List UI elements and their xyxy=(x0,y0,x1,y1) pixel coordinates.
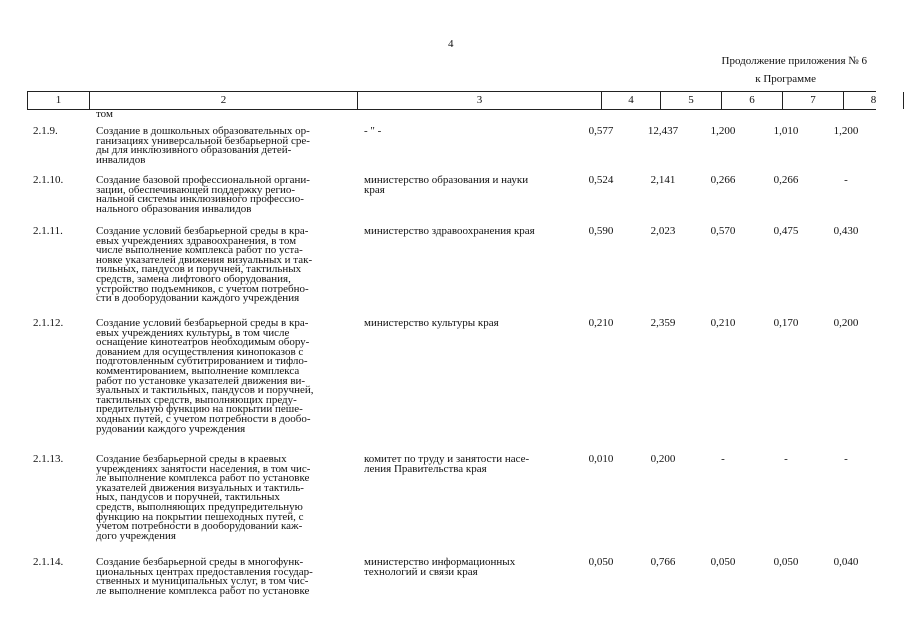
row-number: 2.1.11. xyxy=(33,225,63,237)
value-col-5: 2,023 xyxy=(650,225,676,237)
value-col-7: 1,010 xyxy=(773,125,799,137)
measure-name-line: учетом потребности в дооборудовании каж- xyxy=(96,520,303,533)
value-col-5: 0,766 xyxy=(650,556,676,568)
executor xyxy=(364,319,574,329)
measure-name-line: предительную функцию на покрытии пеше- xyxy=(96,403,303,416)
value-col-8: - xyxy=(844,453,848,465)
row-number: 2.1.13. xyxy=(33,453,64,465)
measure-name xyxy=(96,127,354,165)
measure-name-line: устройство подъемников, с учетом потребно- xyxy=(96,282,309,295)
measure-name-line: комментированием, выполнение комплекса xyxy=(96,364,300,377)
measure-name-line: учреждениях занятости населения, в том чис- xyxy=(96,462,311,475)
measure-name-line: оснащение кинотеатров необходимым обору- xyxy=(96,336,310,349)
executor-line: технологий и связи края xyxy=(364,565,478,578)
header-col-2: 2 xyxy=(89,92,357,109)
executor-line: края xyxy=(364,183,385,196)
measure-name-line: дованием для осуществления кинопоказов с xyxy=(96,345,304,358)
value-col-4: 0,524 xyxy=(588,174,614,186)
value-col-7: 0,266 xyxy=(773,174,799,186)
measure-name-line: средств, выполняющих предупредительную xyxy=(96,500,303,513)
measure-name-line: ных, пандусов и поручней, тактильных xyxy=(96,491,280,504)
header-col-4: 4 xyxy=(601,92,660,109)
measure-name-line: ственных и муниципальных услуг, в том чис- xyxy=(96,575,309,588)
executor-line: ления Правительства края xyxy=(364,462,487,475)
measure-name-line: зуальных и тактильных, пандусов и поручней, xyxy=(96,384,314,397)
row-number: 2.1.12. xyxy=(33,317,64,329)
executor-line: министерство здравоохранения края xyxy=(364,225,535,237)
value-col-5: 2,359 xyxy=(650,317,676,329)
carry-over-text: том xyxy=(96,108,113,120)
executor xyxy=(364,455,574,474)
measure-name-line: ле выполнение комплекса работ по установке xyxy=(96,472,310,485)
executor-line: комитет по труду и занятости насе- xyxy=(364,453,530,465)
measure-name-line: новке указателей движения визуальных и так- xyxy=(96,253,313,266)
header-col-5: 5 xyxy=(660,92,721,109)
measure-name-line: Создание в дошкольных образовательных ор- xyxy=(96,125,310,137)
value-col-4: 0,210 xyxy=(588,317,614,329)
value-col-8: - xyxy=(844,174,848,186)
header-col-8: 8 xyxy=(843,92,904,109)
executor-line: министерство информационных xyxy=(364,556,516,568)
measure-name-line: евых учреждениях культуры, в том числе xyxy=(96,326,290,339)
measure-name xyxy=(96,227,354,304)
value-col-4: 0,010 xyxy=(588,453,614,465)
value-col-7: - xyxy=(784,453,788,465)
measure-name xyxy=(96,319,354,434)
appendix-continuation-title: Продолжение приложения № 6 xyxy=(721,55,867,67)
measure-name-line: тактильных средств, выполняющих преду- xyxy=(96,393,297,406)
value-col-6: 0,570 xyxy=(710,225,736,237)
measure-name-line: Создание условий безбарьерной среды в кра- xyxy=(96,317,309,329)
measure-name-line: инвалидов xyxy=(96,153,146,166)
measure-name xyxy=(96,558,354,596)
header-col-1: 1 xyxy=(27,92,89,109)
executor xyxy=(364,558,574,577)
measure-name-line: Создание безбарьерной среды в многофунк- xyxy=(96,556,304,568)
row-number: 2.1.10. xyxy=(33,174,64,186)
measure-name-line: Создание условий безбарьерной среды в кра- xyxy=(96,225,309,237)
executor-line: министерство образования и науки xyxy=(364,174,529,186)
measure-name-line: нальной системы инклюзивного профессио- xyxy=(96,193,304,206)
executor xyxy=(364,127,574,137)
value-col-5: 2,141 xyxy=(650,174,676,186)
measure-name-line: рудовании каждого учреждения xyxy=(96,422,246,435)
value-col-6: 0,050 xyxy=(710,556,736,568)
measure-name-line: дого учреждения xyxy=(96,529,176,542)
measure-name-line: подготовленным субтитрированием и тифло- xyxy=(96,355,308,368)
executor xyxy=(364,227,574,237)
table-header-row xyxy=(27,91,876,110)
measure-name-line: ганизациях универсальной безбарьерной сре- xyxy=(96,134,310,147)
measure-name-line: ходных путей, с учетом потребности в дообо- xyxy=(96,412,311,425)
value-col-7: 0,050 xyxy=(773,556,799,568)
measure-name-line: циональных центрах предоставления государ- xyxy=(96,565,313,578)
value-col-4: 0,577 xyxy=(588,125,614,137)
header-col-3: 3 xyxy=(357,92,601,109)
executor-line: - " - xyxy=(364,125,382,137)
page-number: 4 xyxy=(448,38,454,50)
measure-name-line: числе выполнение комплекса работ по уста- xyxy=(96,244,303,257)
measure-name-line: евых учреждениях здравоохранения, в том xyxy=(96,234,297,247)
value-col-4: 0,590 xyxy=(588,225,614,237)
executor-line: министерство культуры края xyxy=(364,317,499,329)
measure-name-line: указателей движения визуальных и тактиль- xyxy=(96,481,304,494)
measure-name-line: ле выполнение комплекса работ по установке xyxy=(96,584,310,597)
measure-name-line: средств, замена лифтового оборудования, xyxy=(96,272,291,285)
measure-name-line: ды для инклюзивного образования детей- xyxy=(96,144,292,157)
measure-name-line: тильных, пандусов и поручней, тактильных xyxy=(96,263,302,276)
measure-name-line: зации, обеспечивающей поддержку регио- xyxy=(96,183,296,196)
measure-name-line: сти в дооборудовании каждого учреждения xyxy=(96,292,300,305)
value-col-7: 0,170 xyxy=(773,317,799,329)
measure-name-line: Создание базовой профессиональной органи- xyxy=(96,174,310,186)
row-number: 2.1.9. xyxy=(33,125,58,137)
value-col-8: 0,040 xyxy=(833,556,859,568)
executor xyxy=(364,176,574,195)
value-col-7: 0,475 xyxy=(773,225,799,237)
header-col-7: 7 xyxy=(782,92,843,109)
value-col-8: 0,200 xyxy=(833,317,859,329)
value-col-5: 12,437 xyxy=(647,125,679,137)
value-col-5: 0,200 xyxy=(650,453,676,465)
measure-name-line: работ по установке указателей движения ви- xyxy=(96,374,306,387)
value-col-8: 1,200 xyxy=(833,125,859,137)
value-col-6: - xyxy=(721,453,725,465)
value-col-6: 1,200 xyxy=(710,125,736,137)
measure-name-line: нального образования инвалидов xyxy=(96,202,252,215)
value-col-6: 0,210 xyxy=(710,317,736,329)
measure-name-line: Создание безбарьерной среды в краевых xyxy=(96,453,287,465)
measure-name xyxy=(96,455,354,541)
value-col-4: 0,050 xyxy=(588,556,614,568)
header-col-6: 6 xyxy=(721,92,782,109)
row-number: 2.1.14. xyxy=(33,556,64,568)
value-col-6: 0,266 xyxy=(710,174,736,186)
value-col-8: 0,430 xyxy=(833,225,859,237)
measure-name-line: функцию на покрытии пешеходных путей, с xyxy=(96,510,304,523)
measure-name xyxy=(96,176,354,214)
appendix-program-subtitle: к Программе xyxy=(755,73,816,85)
